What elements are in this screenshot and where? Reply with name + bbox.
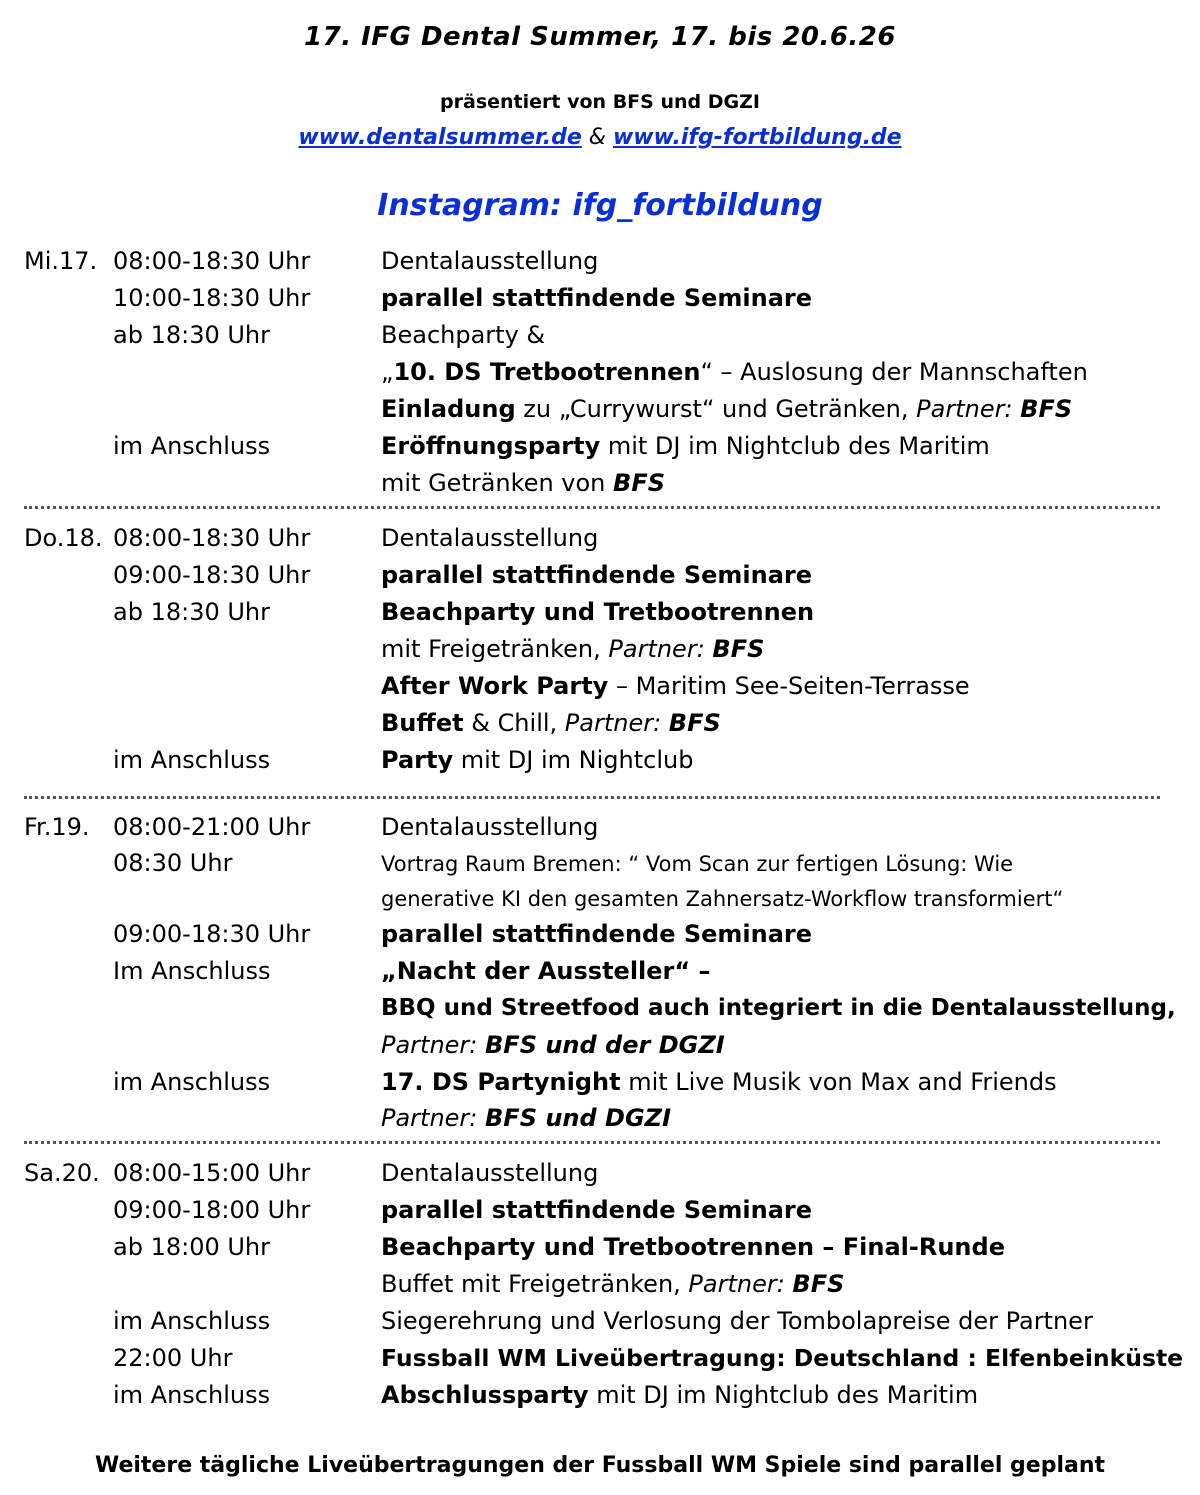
event: Beachparty und Tretbootrennen – Final-Runde	[381, 1233, 1005, 1261]
instagram-handle: Instagram: ifg_fortbildung	[377, 188, 823, 223]
time: 08:00-18:30 Uhr	[113, 247, 311, 275]
time: 08:00-15:00 Uhr	[113, 1159, 311, 1187]
event: „10. DS Tretbootrennen“ – Auslosung der Mannschaften	[381, 358, 1088, 386]
time: im Anschluss	[113, 1068, 271, 1096]
event: Dentalausstellung	[381, 813, 599, 841]
page-title: 17. IFG Dental Summer, 17. bis 20.6.26	[304, 22, 896, 52]
time: 08:30 Uhr	[113, 849, 233, 877]
time: 08:00-21:00 Uhr	[113, 813, 311, 841]
event: Fussball WM Liveübertragung: Deutschland : Elfenbeinküste	[381, 1344, 1184, 1372]
time: ab 18:30 Uhr	[113, 321, 271, 349]
time: im Anschluss	[113, 746, 271, 774]
event: 17. DS Partynight mit Live Musik von Max and Friends	[381, 1068, 1057, 1096]
event: Beachparty &	[381, 321, 546, 349]
event: Beachparty und Tretbootrennen	[381, 598, 815, 626]
ifg-fortbildung-link[interactable]: www.ifg-fortbildung.de	[612, 125, 902, 150]
subtitle: präsentiert von BFS und DGZI	[440, 91, 760, 113]
dentalsummer-link[interactable]: www.dentalsummer.de	[298, 125, 582, 150]
event: Partner: BFS und der DGZI	[381, 1031, 725, 1059]
event: Abschlussparty mit DJ im Nightclub des Maritim	[381, 1381, 979, 1409]
time: Im Anschluss	[113, 957, 271, 985]
time: 09:00-18:30 Uhr	[113, 561, 311, 589]
website-links	[0, 125, 1200, 150]
event: Partner: BFS und DGZI	[381, 1104, 672, 1132]
day-label: Mi.17.	[24, 247, 98, 275]
event: Dentalausstellung	[381, 1159, 599, 1187]
time: im Anschluss	[113, 1381, 271, 1409]
event: parallel stattfindende Seminare	[381, 1196, 813, 1224]
ampersand: &	[588, 125, 606, 150]
event: mit Getränken von BFS	[381, 469, 666, 497]
event: Dentalausstellung	[381, 247, 599, 275]
time: ab 18:00 Uhr	[113, 1233, 271, 1261]
day-label: Do.18.	[24, 524, 103, 552]
event: After Work Party – Maritim See-Seiten-Terrasse	[381, 672, 970, 700]
event: Siegerehrung und Verlosung der Tombolapreise der Partner	[381, 1307, 1093, 1335]
time: 09:00-18:30 Uhr	[113, 920, 311, 948]
time: 10:00-18:30 Uhr	[113, 284, 311, 312]
dotted-divider	[24, 1141, 1160, 1144]
event: Vortrag Raum Bremen: “ Vom Scan zur fertigen Lösung: Wie	[381, 852, 1014, 876]
event: generative KI den gesamten Zahnersatz-Workflow transformiert“	[381, 887, 1064, 911]
event: Buffet & Chill, Partner: BFS	[381, 709, 721, 737]
event: parallel stattfindende Seminare	[381, 561, 813, 589]
event: BBQ und Streetfood auch integriert in die Dentalausstellung,	[381, 995, 1176, 1021]
day-label: Sa.20.	[24, 1159, 100, 1187]
dotted-divider	[24, 796, 1160, 799]
event: Buffet mit Freigetränken, Partner: BFS	[381, 1270, 845, 1298]
time: 09:00-18:00 Uhr	[113, 1196, 311, 1224]
time: im Anschluss	[113, 432, 271, 460]
footer-note: Weitere tägliche Liveübertragungen der Fussball WM Spiele sind parallel geplant	[94, 1453, 1106, 1478]
event: Eröffnungsparty mit DJ im Nightclub des Maritim	[381, 432, 990, 460]
event: Dentalausstellung	[381, 524, 599, 552]
event: mit Freigetränken, Partner: BFS	[381, 635, 765, 663]
event: „Nacht der Aussteller“ –	[381, 957, 711, 985]
event: parallel stattfindende Seminare	[381, 284, 813, 312]
dotted-divider	[24, 506, 1160, 509]
time: 22:00 Uhr	[113, 1344, 233, 1372]
event: Einladung zu „Currywurst“ und Getränken, Partner: BFS	[381, 395, 1073, 423]
time: ab 18:30 Uhr	[113, 598, 271, 626]
time: im Anschluss	[113, 1307, 271, 1335]
day-label: Fr.19.	[24, 813, 90, 841]
time: 08:00-18:30 Uhr	[113, 524, 311, 552]
event: Party mit DJ im Nightclub	[381, 746, 694, 774]
event: parallel stattfindende Seminare	[381, 920, 813, 948]
